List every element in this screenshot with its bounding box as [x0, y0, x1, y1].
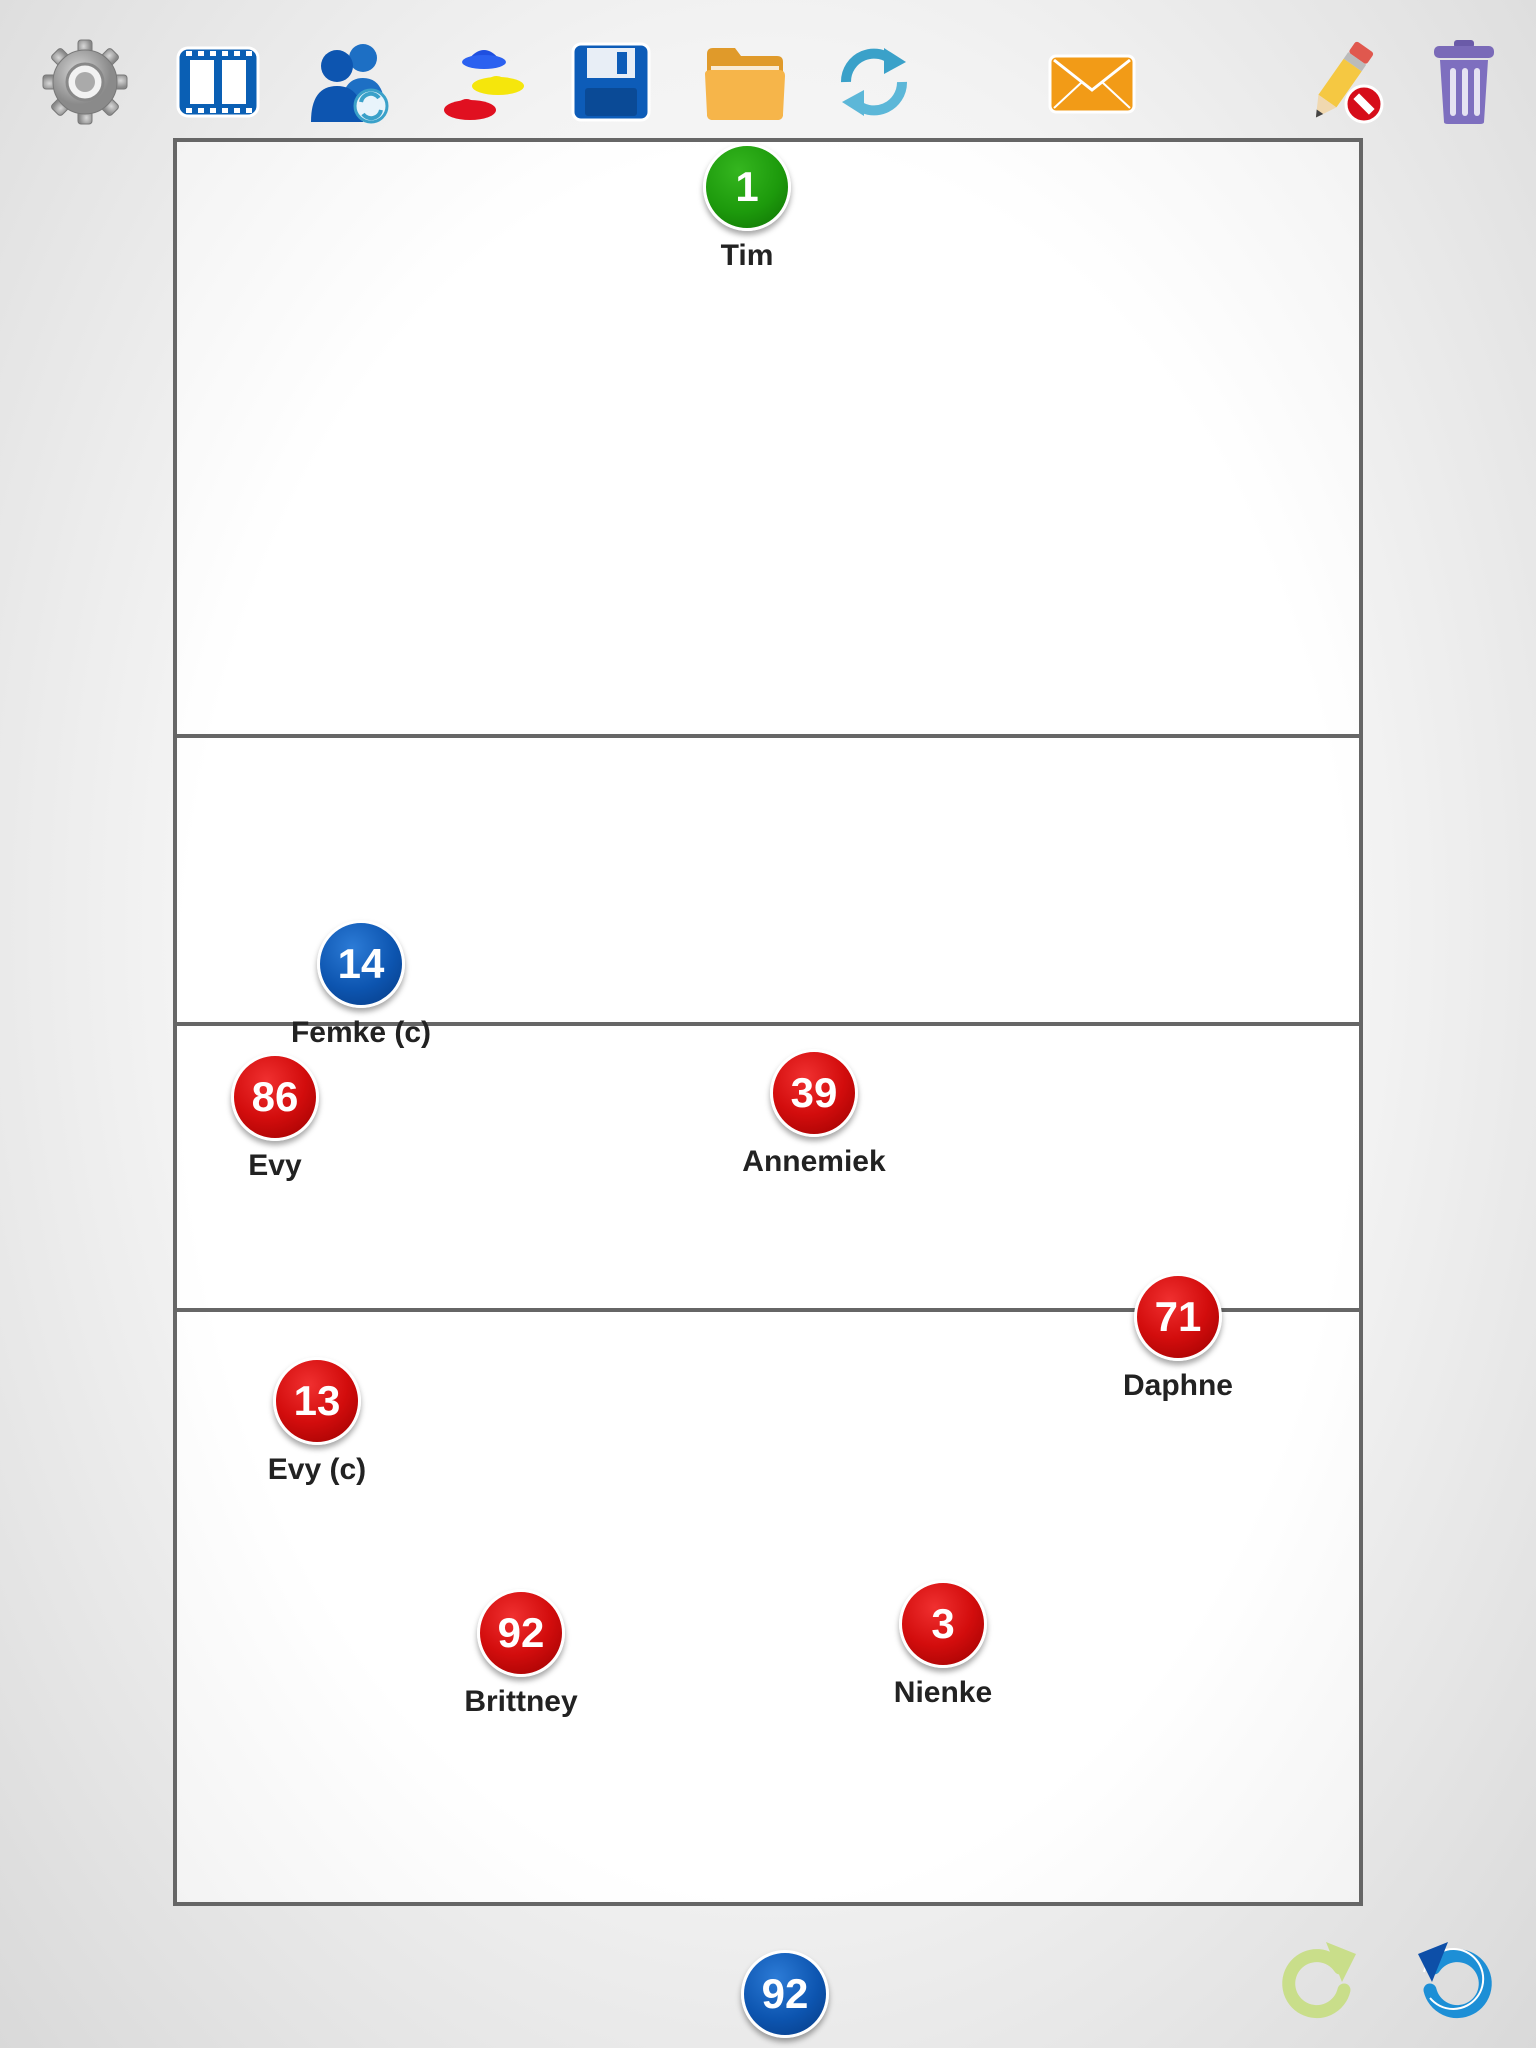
player-name: Femke (c) [290, 1016, 432, 1049]
player-name: Brittney [464, 1685, 578, 1718]
player-name: Nienke [893, 1676, 993, 1709]
player-name: Annemiek [742, 1145, 886, 1178]
email-button[interactable] [1044, 36, 1140, 132]
undo-button[interactable] [1408, 1928, 1504, 2024]
players-swap-icon [305, 36, 397, 133]
clear-drawings-button[interactable] [1294, 36, 1390, 132]
floppy-disk-icon [565, 36, 657, 133]
film-strip-icon [172, 36, 264, 133]
gear-icon [39, 36, 131, 133]
player-name: Daphne [1122, 1369, 1233, 1402]
player-number-disc[interactable]: 3 [899, 1580, 987, 1668]
cones-button[interactable] [436, 36, 532, 132]
trash-icon [1418, 36, 1510, 133]
redo-button[interactable] [1270, 1928, 1366, 2024]
player-number-disc[interactable]: 92 [477, 1589, 565, 1677]
redo-icon [1270, 2011, 1366, 2028]
pencil-erase-icon [1296, 36, 1388, 133]
player-name: Evy [248, 1149, 302, 1182]
animation-button[interactable] [170, 36, 266, 132]
attack-line-top [177, 734, 1359, 738]
envelope-icon [1046, 36, 1138, 133]
cones-icon [438, 36, 530, 133]
bench-player-number-disc[interactable]: 92 [741, 1950, 829, 2038]
player-number-disc[interactable]: 14 [317, 920, 405, 1008]
save-button[interactable] [563, 36, 659, 132]
player-number-disc[interactable]: 13 [273, 1357, 361, 1445]
switch-players-button[interactable] [303, 36, 399, 132]
settings-button[interactable] [37, 36, 133, 132]
player-number-disc[interactable]: 71 [1134, 1273, 1222, 1361]
player-name: Evy (c) [267, 1453, 367, 1486]
player-number-disc[interactable]: 1 [703, 143, 791, 231]
open-button[interactable] [697, 36, 793, 132]
delete-button[interactable] [1416, 36, 1512, 132]
sync-arrows-icon [828, 36, 920, 133]
player-name: Tim [720, 239, 774, 272]
player-number-disc[interactable]: 39 [770, 1049, 858, 1137]
folder-icon [699, 36, 791, 133]
undo-icon [1408, 2011, 1504, 2028]
sync-button[interactable] [826, 36, 922, 132]
player-number-disc[interactable]: 86 [231, 1053, 319, 1141]
